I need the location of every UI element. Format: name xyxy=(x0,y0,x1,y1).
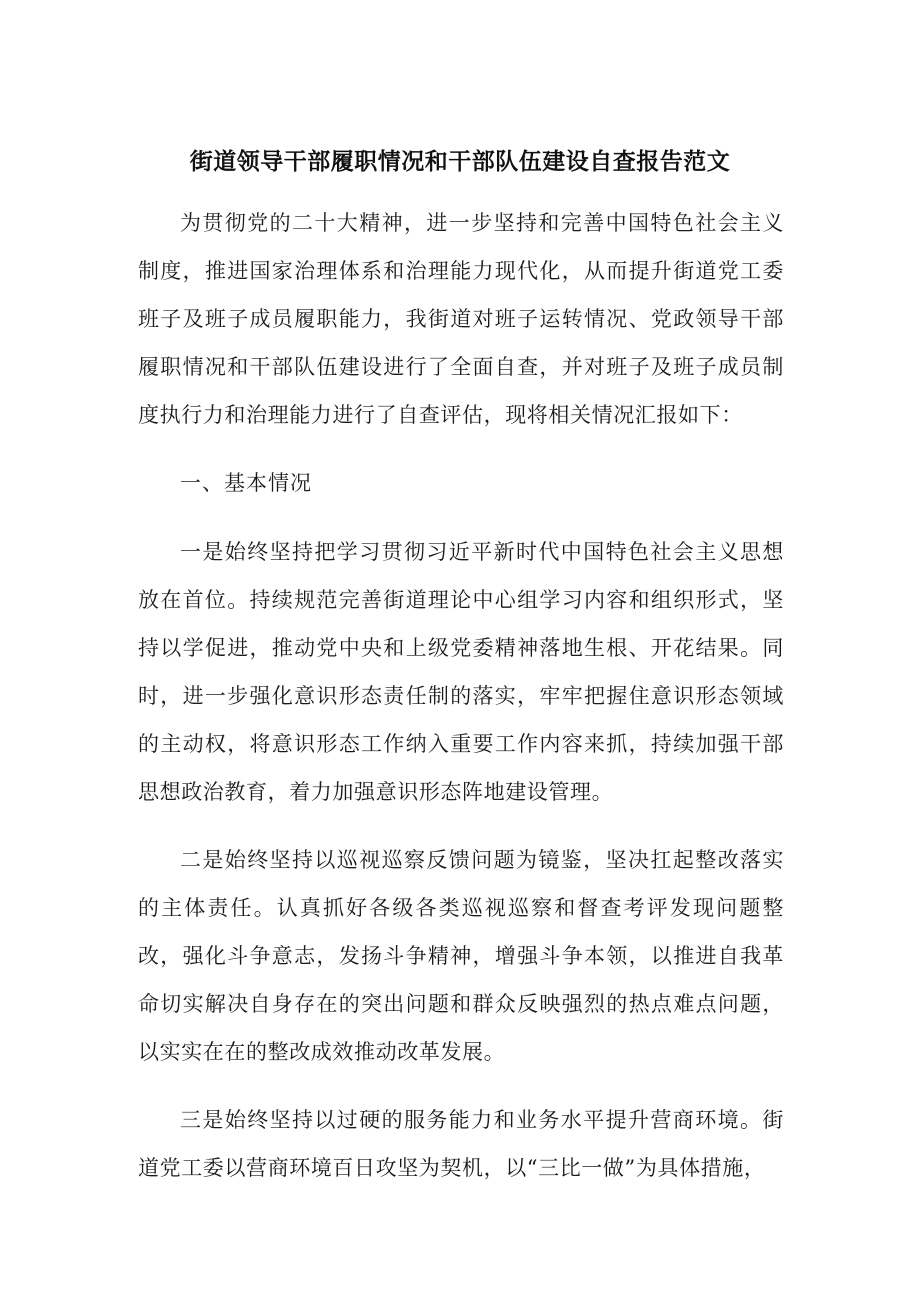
intro-paragraph: 为贯彻党的二十大精神，进一步坚持和完善中国特色社会主义制度，推进国家治理体系和治理能力现代化，从而提升街道党工委班子及班子成员履职能力，我街道对班子运转情况、党政领导干部履职情况和干部队伍建设进行了全面自查，并对班子及班子成员制度执行力和治理能力进行了自查评估，现将相关情况汇报如下： xyxy=(138,211,784,427)
section-heading-basic-situation: 一、基本情况 xyxy=(180,471,312,495)
document-title: 街道领导干部履职情况和干部队伍建设自查报告范文 xyxy=(189,149,731,175)
body-paragraph-3: 三是始终坚持以过硬的服务能力和业务水平提升营商环境。街道党工委以营商环境百日攻坚为契机，以“三比一做”为具体措施， xyxy=(138,1108,784,1180)
body-paragraph-2: 二是始终坚持以巡视巡察反馈问题为镜鉴，坚决扛起整改落实的主体责任。认真抓好各级各类巡视巡察和督查考评发现问题整改，强化斗争意志，发扬斗争精神，增强斗争本领，以推进自我革命切实解决自身存在的突出问题和群众反映强烈的热点难点问题，以实实在在的整改成效推动改革发展。 xyxy=(138,848,784,1064)
body-paragraph-1: 一是始终坚持把学习贯彻习近平新时代中国特色社会主义思想放在首位。持续规范完善街道理论中心组学习内容和组织形式，坚持以学促进，推动党中央和上级党委精神落地生根、开花结果。同时，进一步强化意识形态责任制的落实，牢牢把握住意识形态领域的主动权，将意识形态工作纳入重要工作内容来抓，持续加强干部思想政治教育，着力加强意识形态阵地建设管理。 xyxy=(138,540,784,804)
document-body xyxy=(138,199,784,1212)
